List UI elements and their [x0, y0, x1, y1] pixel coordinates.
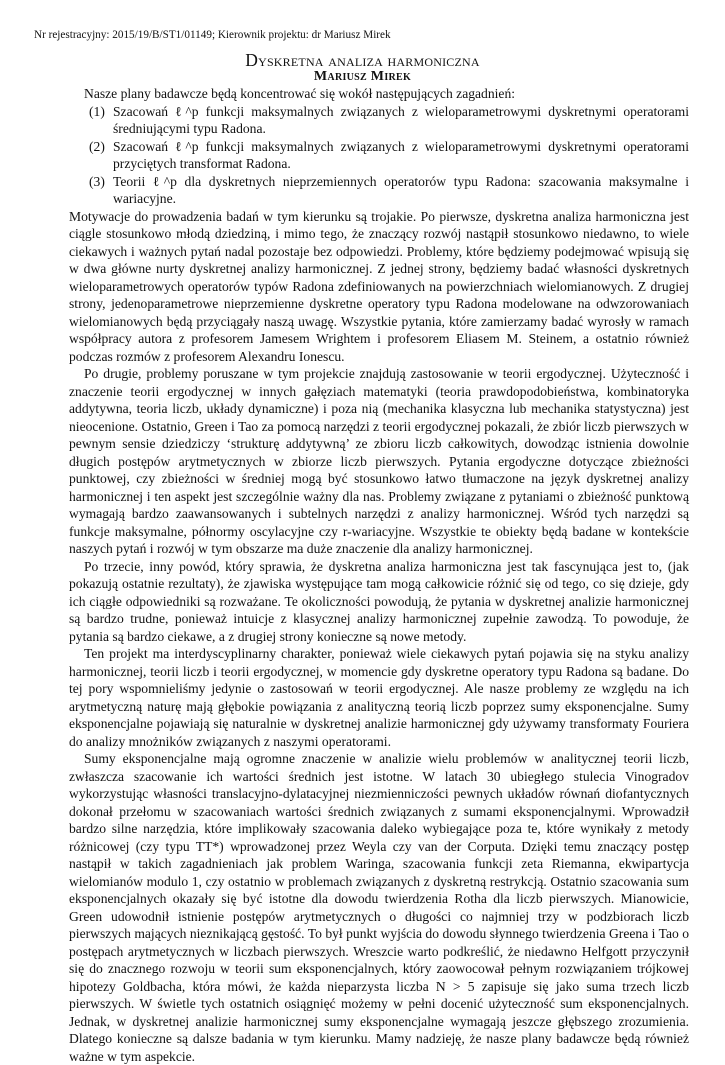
topic-text: Szacowań ℓ^p funkcji maksymalnych związanych z wieloparametrowymi dyskretnymi operatorami przyciętych transformat Radona. — [113, 138, 689, 171]
paragraph-ergodic-theory: Po drugie, problemy poruszane w tym projekcie znajdują zastosowanie w teorii ergodycznej. Użyteczność i znaczenie teorii ergodycznej w innych gałęziach matematyki (teoria prawdopodobieństwa, kombinatoryka addytywna, teoria liczb, układy dynamiczne) i poza nią (mechanika klasyczna lub mechanika statystyczna) jest nieocenione. Ostatnio, Green i Tao za pomocą narzędzi z teorii ergodycznej pokazali, że zbiór liczb pierwszych w pewnym sensie dziedziczy ‘strukturę addytywną’ ze zbioru liczb całkowitych, dowodząc istnienia dowolnie długich postępów arytmetycznych w zbiorze liczb pierwszych. Pytania ergodyczne dotyczące zbieżności punktowej, czy zbieżności w średniej mogą być stosunkowo łatwo tłumaczone na język dyskretnej analizy harmonicznej i ten aspekt jest szczególnie ważny dla nas. Problemy związane z pytaniami o zbieżność punktową wymagają bardzo zaawansowanych i subtelnych narzędzi z analizy harmonicznej. Wśród tych narzędzi są funkcje maksymalne, półnormy oscylacyjne czy r-wariacyjne. Wszystkie te obiekty będą badane w kontekście naszych pytań i rozwój w tym obszarze ma duże znaczenie dla analizy harmonicznej. — [69, 366, 689, 556]
topic-text: Teorii ℓ^p dla dyskretnych nieprzemiennych operatorów typu Radona: szacowania maksymalne i wariacyjne. — [113, 173, 689, 206]
paragraph-discrete-phenomena: Po trzecie, inny powód, który sprawia, że dyskretna analiza harmoniczna jest tak fascynująca jest to, (jak pokazują ostatnie rezultaty), że zjawiska występujące tam mogą całkowicie różnić się od tego, co się dzieje, gdy ich ciągłe odpowiedniki są rozważane. Te okoliczności powodują, że pytania w dyskretnej analizie harmonicznej są bardzo trudne, ponieważ intuicje z klasycznej analizy harmonicznej zupełnie zawodzą. To powoduje, że pytania są bardzo ciekawe, a z drugiej strony konieczne są nowe metody. — [69, 558, 689, 644]
paragraph-interdisciplinary: Ten projekt ma interdyscyplinarny charakter, ponieważ wiele ciekawych pytań pojawia się na styku analizy harmonicznej, teorii liczb i teorii ergodycznej, w momencie gdy dyskretne operatory typu Radona są badane. Do tej pory wspomnieliśmy jedynie o zastosowań w teorii ergodycznej. Ale nasze problemy ze względu na ich arytmetyczną naturę mają głębokie powiązania z analityczną teorią liczb poprzez sumy eksponencjalne. Sumy eksponencjalne pojawiają się naturalnie w dyskretnej analizie harmonicznej gdy używamy transformaty Fouriera do analizy mnożników związanych z naszymi operatorami. — [69, 646, 689, 749]
paragraph-motivation: Motywacje do prowadzenia badań w tym kierunku są trojakie. Po pierwsze, dyskretna analiza harmoniczna jest ciągle stosunkowo młodą dziedziną, i mimo tego, że znaczący rozwój nastąpił stosunkowo niedawno, to wiele ciekawych i ważnych pytań nadal pozostaje bez odpowiedzi. Problemy, które będziemy podejmować wpisują się w dwa główne nurty dyskretnej analizy harmonicznej. Z jednej strony, będziemy badać własności dyskretnych wieloparametrowych operatorów typów Radona zdefiniowanych na powierzchniach wielomianowych. Z drugiej strony, jedenoparametrowe nieprzemienne dyskretne operatory typu Radona modelowane na odwzorowaniach wielomianowych będą przyciągały naszą uwagę. Wszystkie pytania, które zamierzamy badać wyrosły w ramach współpracy autora z profesorem Jamesem Wrightem i profesorem Eliasem M. Steinem, a ostatnio również podczas rozmów z profesorem Alexandru Ionescu. — [69, 208, 689, 364]
paragraph-exponential-sums: Sumy eksponencjalne mają ogromne znaczenie w analizie wielu problemów w analitycznej teorii liczb, zwłaszcza szacowanie ich wartości średnich jest istotne. W latach 30 ubiegłego stulecia Vinogradov wykorzystując własności translacyjno-dylatacyjnej niezmienniczości pewnych układów równań diofantycznych dokonał przełomu w szacowaniach wartości średnich związanych z sumami eksponencjalnymi. Wprowadził bardzo silne narzędzia, które implikowały szacowania daleko wybiegające poza te, które wynikały z metody różnicowej (czy typu TT*) wprowadzonej przez Weyla czy van der Corputa. Dzięki temu znaczący postęp nastąpił w takich zagadnieniach jak problem Waringa, szacowania funkcji zeta Riemanna, ekwipartycja wielomianów modulo 1, czy ostatnio w problemach związanych z dyskretną restrykcją. Ostatnio szacowania sum eksponencjalnych okazały się być istotne dla dowodu twierdzenia Rotha dla liczb pierwszych. Mianowicie, Green udowodnił istnienie postępów arytmetycznych o długości co najmniej trzy w podzbiorach liczb pierwszych mających nieznikającą gęstość. To był punkt wyjścia do dowodu słynnego twierdzenia Greena i Tao o postępach arytmetycznych w liczbach pierwszych. Wreszcie warto podkreślić, że niedawno Helfgott przyczynił się do znacznego rozwoju w teorii sum eksponencjalnych, który zaowocował pełnym rozwiązaniem trójkowej hipotezy Goldbacha, która mówi, że każda nieparzysta liczba N > 5 zapisuje się jako suma trzech liczb pierwszych. W świetle tych ostatnich osiągnięć możemy w pełni docenić użyteczność sum eksponencjalnych. Jednak, w dyskretnej analizie harmonicznej sumy eksponencjalne wymagają jeszcze głębszego zrozumienia. Dlatego konieczne są dalsze badania w tym kierunku. Mamy nadzieję, że nasze plany badawcze będą również ważne w tym aspekcie. — [69, 751, 689, 1064]
research-topic-2 — [69, 138, 689, 173]
intro-sentence: Nasze plany badawcze będą koncentrować się wokół następujących zagadnień: — [84, 86, 516, 101]
topic-number: (1) — [89, 103, 105, 119]
research-topic-1 — [69, 103, 689, 138]
document-author: Mariusz Mirek — [313, 69, 412, 84]
topic-number: (2) — [89, 138, 105, 154]
topic-text: Szacowań ℓ^p funkcji maksymalnych związanych z wieloparametrowymi dyskretnymi operatorami średniującymi typu Radona. — [113, 103, 689, 136]
research-topic-3 — [69, 173, 689, 208]
research-topics-list — [69, 103, 689, 208]
project-registration-header: Nr rejestracyjny: 2015/19/B/ST1/01149; Kierownik projektu: dr Mariusz Mirek — [34, 29, 391, 41]
document-body — [69, 85, 689, 1065]
topic-number: (3) — [89, 173, 105, 189]
document-title: Dyskretna analiza harmoniczna — [245, 50, 480, 70]
